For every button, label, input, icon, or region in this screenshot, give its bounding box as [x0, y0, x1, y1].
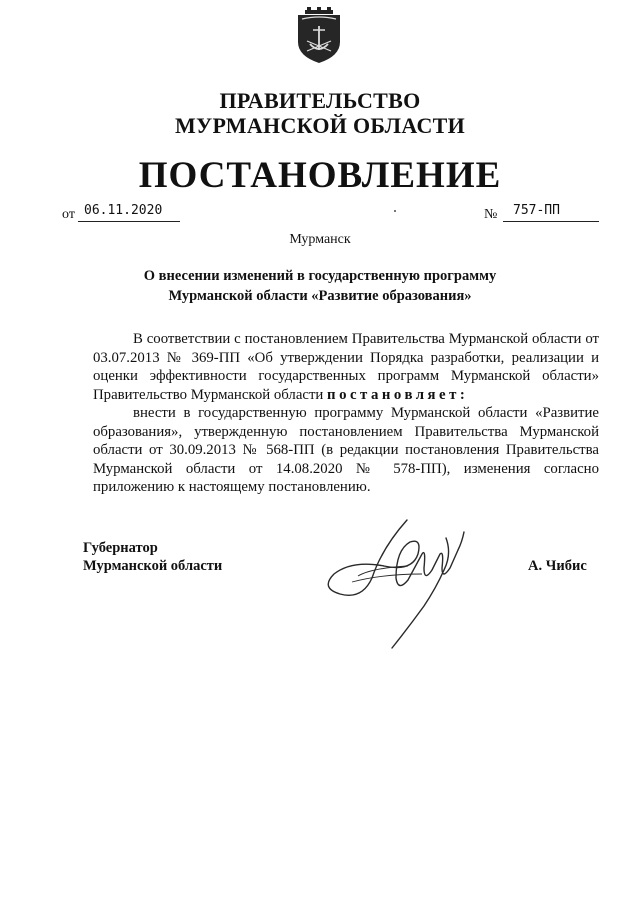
org-name-line2: МУРМАНСКОЙ ОБЛАСТИ: [174, 113, 466, 138]
document-body: [93, 330, 599, 497]
document-type-title: ПОСТАНОВЛЕНИЕ: [138, 155, 502, 196]
body-paragraph-1: [93, 330, 599, 404]
subject-line2: Мурманской области «Развитие образования»: [168, 288, 472, 304]
document-date: 06.11.2020: [78, 203, 180, 222]
signer-position-line2: Мурманской области: [83, 558, 223, 574]
handwritten-signature: [312, 508, 482, 660]
coat-of-arms-icon: [294, 6, 344, 64]
org-name-line1: ПРАВИТЕЛЬСТВО: [219, 88, 421, 113]
number-label: №: [484, 207, 498, 222]
body-paragraph-2: внести в государственную программу Мурманской области «Развитие образования», утвержденную постановлением Правительства Мурманской области от 30.09.2013 № 568-ПП (в редакции постановления Правительства Мурманской области от 14.08.2020 № 578-ПП), изменения согласно приложению к настоящему постановлению.: [93, 405, 599, 495]
document-number: 757-ПП: [503, 203, 599, 222]
body-paragraph-1-text: В соответствии с постановлением Правительства Мурманской области от 03.07.2013 № 369-ПП «Об утверждении Порядка разработки, реализации и оценки эффективности государственных программ Мурманской области» Правительство Мурманской области: [93, 331, 599, 403]
resolution-keyword: постановляет:: [327, 386, 469, 403]
subject-line1: О внесении изменений в государственную программу: [143, 268, 497, 284]
stray-dot: [394, 210, 396, 212]
signer-position-line1: Губернатор: [83, 540, 158, 556]
date-label: от: [62, 207, 75, 222]
signer-name: А. Чибис: [528, 558, 587, 574]
document-city: Мурманск: [289, 232, 351, 247]
